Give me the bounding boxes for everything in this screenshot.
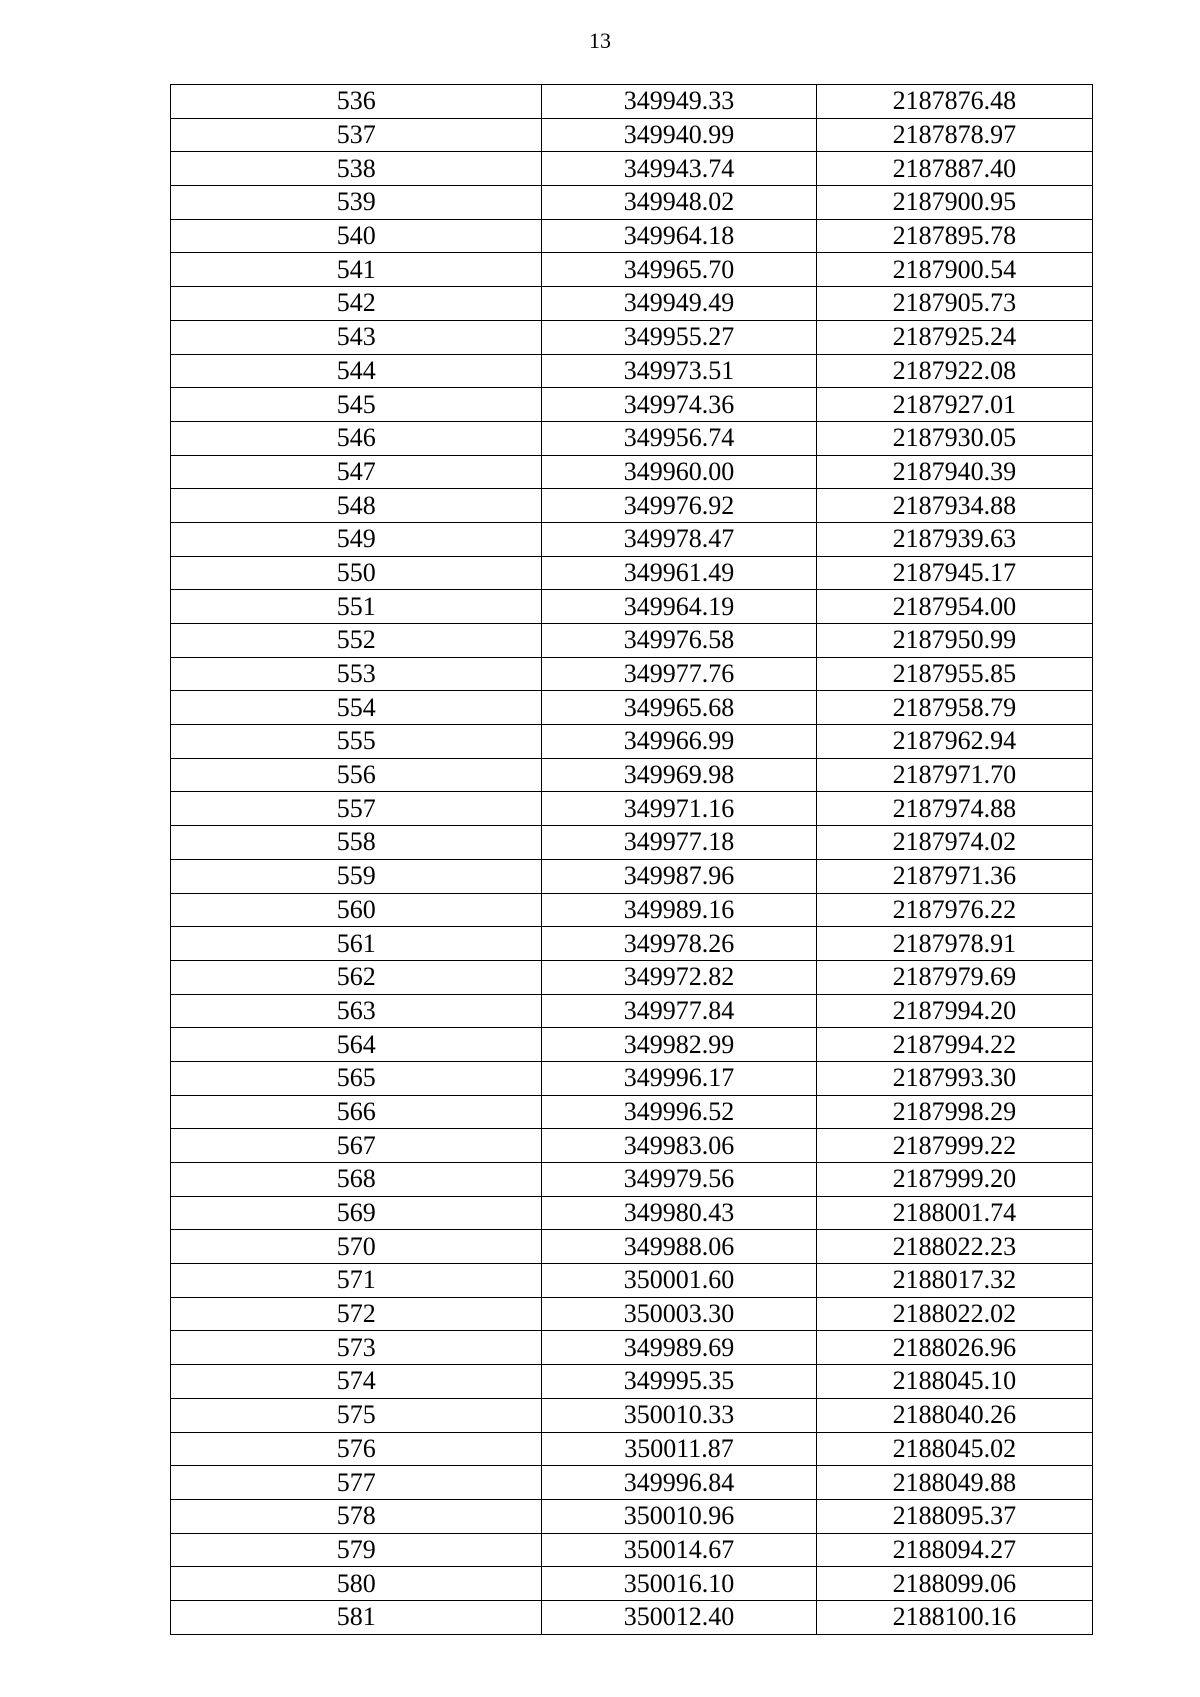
x-coordinate-cell: 349949.33 bbox=[542, 85, 816, 119]
x-coordinate-cell: 349977.76 bbox=[542, 657, 816, 691]
table-row bbox=[171, 522, 1093, 556]
point-number-cell: 545 bbox=[171, 388, 542, 422]
y-coordinate-cell: 2187974.88 bbox=[816, 792, 1092, 826]
point-number-cell: 564 bbox=[171, 1028, 542, 1062]
y-coordinate-cell: 2188099.06 bbox=[816, 1567, 1092, 1601]
table-row bbox=[171, 253, 1093, 287]
table-row bbox=[171, 624, 1093, 658]
point-number-cell: 574 bbox=[171, 1365, 542, 1399]
table-row bbox=[171, 1567, 1093, 1601]
x-coordinate-cell: 349961.49 bbox=[542, 556, 816, 590]
point-number-cell: 552 bbox=[171, 624, 542, 658]
point-number-cell: 559 bbox=[171, 859, 542, 893]
point-number-cell: 557 bbox=[171, 792, 542, 826]
x-coordinate-cell: 350010.33 bbox=[542, 1398, 816, 1432]
x-coordinate-cell: 349976.58 bbox=[542, 624, 816, 658]
x-coordinate-cell: 349940.99 bbox=[542, 118, 816, 152]
table-row bbox=[171, 725, 1093, 759]
y-coordinate-cell: 2187958.79 bbox=[816, 691, 1092, 725]
table-row bbox=[171, 1398, 1093, 1432]
point-number-cell: 570 bbox=[171, 1230, 542, 1264]
table-row bbox=[171, 691, 1093, 725]
point-number-cell: 576 bbox=[171, 1432, 542, 1466]
y-coordinate-cell: 2187974.02 bbox=[816, 826, 1092, 860]
x-coordinate-cell: 349995.35 bbox=[542, 1365, 816, 1399]
table-row bbox=[171, 556, 1093, 590]
point-number-cell: 539 bbox=[171, 186, 542, 220]
point-number-cell: 546 bbox=[171, 421, 542, 455]
table-row bbox=[171, 118, 1093, 152]
point-number-cell: 572 bbox=[171, 1297, 542, 1331]
table-row bbox=[171, 455, 1093, 489]
y-coordinate-cell: 2187976.22 bbox=[816, 893, 1092, 927]
point-number-cell: 578 bbox=[171, 1499, 542, 1533]
table-row bbox=[171, 960, 1093, 994]
y-coordinate-cell: 2188049.88 bbox=[816, 1466, 1092, 1500]
y-coordinate-cell: 2187900.95 bbox=[816, 186, 1092, 220]
point-number-cell: 537 bbox=[171, 118, 542, 152]
point-number-cell: 548 bbox=[171, 489, 542, 523]
x-coordinate-cell: 349977.84 bbox=[542, 994, 816, 1028]
x-coordinate-cell: 350003.30 bbox=[542, 1297, 816, 1331]
x-coordinate-cell: 350001.60 bbox=[542, 1264, 816, 1298]
y-coordinate-cell: 2187993.30 bbox=[816, 1061, 1092, 1095]
point-number-cell: 555 bbox=[171, 725, 542, 759]
point-number-cell: 554 bbox=[171, 691, 542, 725]
y-coordinate-cell: 2187939.63 bbox=[816, 522, 1092, 556]
point-number-cell: 562 bbox=[171, 960, 542, 994]
y-coordinate-cell: 2187905.73 bbox=[816, 287, 1092, 321]
point-number-cell: 567 bbox=[171, 1129, 542, 1163]
y-coordinate-cell: 2188022.02 bbox=[816, 1297, 1092, 1331]
y-coordinate-cell: 2187934.88 bbox=[816, 489, 1092, 523]
point-number-cell: 571 bbox=[171, 1264, 542, 1298]
coordinate-table bbox=[170, 84, 1093, 1635]
table-row bbox=[171, 859, 1093, 893]
y-coordinate-cell: 2187999.22 bbox=[816, 1129, 1092, 1163]
table-row bbox=[171, 1432, 1093, 1466]
y-coordinate-cell: 2187955.85 bbox=[816, 657, 1092, 691]
x-coordinate-cell: 349976.92 bbox=[542, 489, 816, 523]
x-coordinate-cell: 349982.99 bbox=[542, 1028, 816, 1062]
x-coordinate-cell: 349943.74 bbox=[542, 152, 816, 186]
y-coordinate-cell: 2187962.94 bbox=[816, 725, 1092, 759]
y-coordinate-cell: 2188045.02 bbox=[816, 1432, 1092, 1466]
y-coordinate-cell: 2187887.40 bbox=[816, 152, 1092, 186]
y-coordinate-cell: 2187940.39 bbox=[816, 455, 1092, 489]
y-coordinate-cell: 2187999.20 bbox=[816, 1163, 1092, 1197]
table-row bbox=[171, 1196, 1093, 1230]
x-coordinate-cell: 349965.70 bbox=[542, 253, 816, 287]
x-coordinate-cell: 349977.18 bbox=[542, 826, 816, 860]
y-coordinate-cell: 2187994.20 bbox=[816, 994, 1092, 1028]
point-number-cell: 563 bbox=[171, 994, 542, 1028]
point-number-cell: 538 bbox=[171, 152, 542, 186]
table-row bbox=[171, 657, 1093, 691]
table-row bbox=[171, 354, 1093, 388]
x-coordinate-cell: 349989.69 bbox=[542, 1331, 816, 1365]
x-coordinate-cell: 349960.00 bbox=[542, 455, 816, 489]
x-coordinate-cell: 349996.84 bbox=[542, 1466, 816, 1500]
table-row bbox=[171, 1028, 1093, 1062]
point-number-cell: 580 bbox=[171, 1567, 542, 1601]
table-row bbox=[171, 287, 1093, 321]
x-coordinate-cell: 349949.49 bbox=[542, 287, 816, 321]
table-row bbox=[171, 1499, 1093, 1533]
table-row bbox=[171, 758, 1093, 792]
x-coordinate-cell: 349964.18 bbox=[542, 219, 816, 253]
y-coordinate-cell: 2187925.24 bbox=[816, 320, 1092, 354]
x-coordinate-cell: 350012.40 bbox=[542, 1600, 816, 1634]
y-coordinate-cell: 2188026.96 bbox=[816, 1331, 1092, 1365]
table-row bbox=[171, 186, 1093, 220]
x-coordinate-cell: 350016.10 bbox=[542, 1567, 816, 1601]
y-coordinate-cell: 2187971.70 bbox=[816, 758, 1092, 792]
point-number-cell: 551 bbox=[171, 590, 542, 624]
table-row bbox=[171, 219, 1093, 253]
x-coordinate-cell: 349989.16 bbox=[542, 893, 816, 927]
table-row bbox=[171, 489, 1093, 523]
point-number-cell: 550 bbox=[171, 556, 542, 590]
point-number-cell: 577 bbox=[171, 1466, 542, 1500]
table-row bbox=[171, 1365, 1093, 1399]
point-number-cell: 543 bbox=[171, 320, 542, 354]
point-number-cell: 566 bbox=[171, 1095, 542, 1129]
table-row bbox=[171, 85, 1093, 119]
y-coordinate-cell: 2187927.01 bbox=[816, 388, 1092, 422]
point-number-cell: 569 bbox=[171, 1196, 542, 1230]
y-coordinate-cell: 2187994.22 bbox=[816, 1028, 1092, 1062]
point-number-cell: 547 bbox=[171, 455, 542, 489]
point-number-cell: 541 bbox=[171, 253, 542, 287]
y-coordinate-cell: 2188094.27 bbox=[816, 1533, 1092, 1567]
table-row bbox=[171, 826, 1093, 860]
x-coordinate-cell: 349978.47 bbox=[542, 522, 816, 556]
table-row bbox=[171, 1264, 1093, 1298]
y-coordinate-cell: 2187922.08 bbox=[816, 354, 1092, 388]
point-number-cell: 573 bbox=[171, 1331, 542, 1365]
x-coordinate-cell: 349971.16 bbox=[542, 792, 816, 826]
y-coordinate-cell: 2187950.99 bbox=[816, 624, 1092, 658]
x-coordinate-cell: 349972.82 bbox=[542, 960, 816, 994]
table-row bbox=[171, 1466, 1093, 1500]
point-number-cell: 549 bbox=[171, 522, 542, 556]
table-row bbox=[171, 1129, 1093, 1163]
x-coordinate-cell: 350011.87 bbox=[542, 1432, 816, 1466]
point-number-cell: 561 bbox=[171, 927, 542, 961]
y-coordinate-cell: 2187971.36 bbox=[816, 859, 1092, 893]
x-coordinate-cell: 349973.51 bbox=[542, 354, 816, 388]
point-number-cell: 575 bbox=[171, 1398, 542, 1432]
x-coordinate-cell: 349964.19 bbox=[542, 590, 816, 624]
point-number-cell: 568 bbox=[171, 1163, 542, 1197]
table-row bbox=[171, 1230, 1093, 1264]
table-row bbox=[171, 590, 1093, 624]
x-coordinate-cell: 349965.68 bbox=[542, 691, 816, 725]
point-number-cell: 560 bbox=[171, 893, 542, 927]
x-coordinate-cell: 349988.06 bbox=[542, 1230, 816, 1264]
point-number-cell: 565 bbox=[171, 1061, 542, 1095]
x-coordinate-cell: 349983.06 bbox=[542, 1129, 816, 1163]
y-coordinate-cell: 2188001.74 bbox=[816, 1196, 1092, 1230]
point-number-cell: 556 bbox=[171, 758, 542, 792]
x-coordinate-cell: 349987.96 bbox=[542, 859, 816, 893]
y-coordinate-cell: 2187998.29 bbox=[816, 1095, 1092, 1129]
x-coordinate-cell: 349969.98 bbox=[542, 758, 816, 792]
y-coordinate-cell: 2187930.05 bbox=[816, 421, 1092, 455]
table-row bbox=[171, 1533, 1093, 1567]
y-coordinate-cell: 2188095.37 bbox=[816, 1499, 1092, 1533]
y-coordinate-cell: 2188040.26 bbox=[816, 1398, 1092, 1432]
table-row bbox=[171, 994, 1093, 1028]
x-coordinate-cell: 349955.27 bbox=[542, 320, 816, 354]
x-coordinate-cell: 349980.43 bbox=[542, 1196, 816, 1230]
x-coordinate-cell: 349966.99 bbox=[542, 725, 816, 759]
y-coordinate-cell: 2188045.10 bbox=[816, 1365, 1092, 1399]
page-number: 13 bbox=[589, 28, 611, 53]
table-row bbox=[171, 421, 1093, 455]
point-number-cell: 544 bbox=[171, 354, 542, 388]
y-coordinate-cell: 2187900.54 bbox=[816, 253, 1092, 287]
table-row bbox=[171, 388, 1093, 422]
y-coordinate-cell: 2188100.16 bbox=[816, 1600, 1092, 1634]
x-coordinate-cell: 349979.56 bbox=[542, 1163, 816, 1197]
table-row bbox=[171, 1331, 1093, 1365]
point-number-cell: 558 bbox=[171, 826, 542, 860]
table-row bbox=[171, 320, 1093, 354]
table-row bbox=[171, 1061, 1093, 1095]
y-coordinate-cell: 2187895.78 bbox=[816, 219, 1092, 253]
y-coordinate-cell: 2187954.00 bbox=[816, 590, 1092, 624]
point-number-cell: 581 bbox=[171, 1600, 542, 1634]
x-coordinate-cell: 349996.17 bbox=[542, 1061, 816, 1095]
y-coordinate-cell: 2187945.17 bbox=[816, 556, 1092, 590]
x-coordinate-cell: 349978.26 bbox=[542, 927, 816, 961]
table-row bbox=[171, 1163, 1093, 1197]
point-number-cell: 542 bbox=[171, 287, 542, 321]
table-row bbox=[171, 893, 1093, 927]
point-number-cell: 579 bbox=[171, 1533, 542, 1567]
point-number-cell: 540 bbox=[171, 219, 542, 253]
x-coordinate-cell: 349948.02 bbox=[542, 186, 816, 220]
coordinate-table-body bbox=[171, 85, 1093, 1635]
y-coordinate-cell: 2187878.97 bbox=[816, 118, 1092, 152]
y-coordinate-cell: 2188022.23 bbox=[816, 1230, 1092, 1264]
table-row bbox=[171, 792, 1093, 826]
table-row bbox=[171, 1297, 1093, 1331]
table-row bbox=[171, 152, 1093, 186]
y-coordinate-cell: 2188017.32 bbox=[816, 1264, 1092, 1298]
y-coordinate-cell: 2187978.91 bbox=[816, 927, 1092, 961]
point-number-cell: 536 bbox=[171, 85, 542, 119]
x-coordinate-cell: 349974.36 bbox=[542, 388, 816, 422]
table-row bbox=[171, 1600, 1093, 1634]
table-row bbox=[171, 927, 1093, 961]
y-coordinate-cell: 2187876.48 bbox=[816, 85, 1092, 119]
y-coordinate-cell: 2187979.69 bbox=[816, 960, 1092, 994]
x-coordinate-cell: 349996.52 bbox=[542, 1095, 816, 1129]
x-coordinate-cell: 350014.67 bbox=[542, 1533, 816, 1567]
point-number-cell: 553 bbox=[171, 657, 542, 691]
x-coordinate-cell: 349956.74 bbox=[542, 421, 816, 455]
x-coordinate-cell: 350010.96 bbox=[542, 1499, 816, 1533]
table-row bbox=[171, 1095, 1093, 1129]
